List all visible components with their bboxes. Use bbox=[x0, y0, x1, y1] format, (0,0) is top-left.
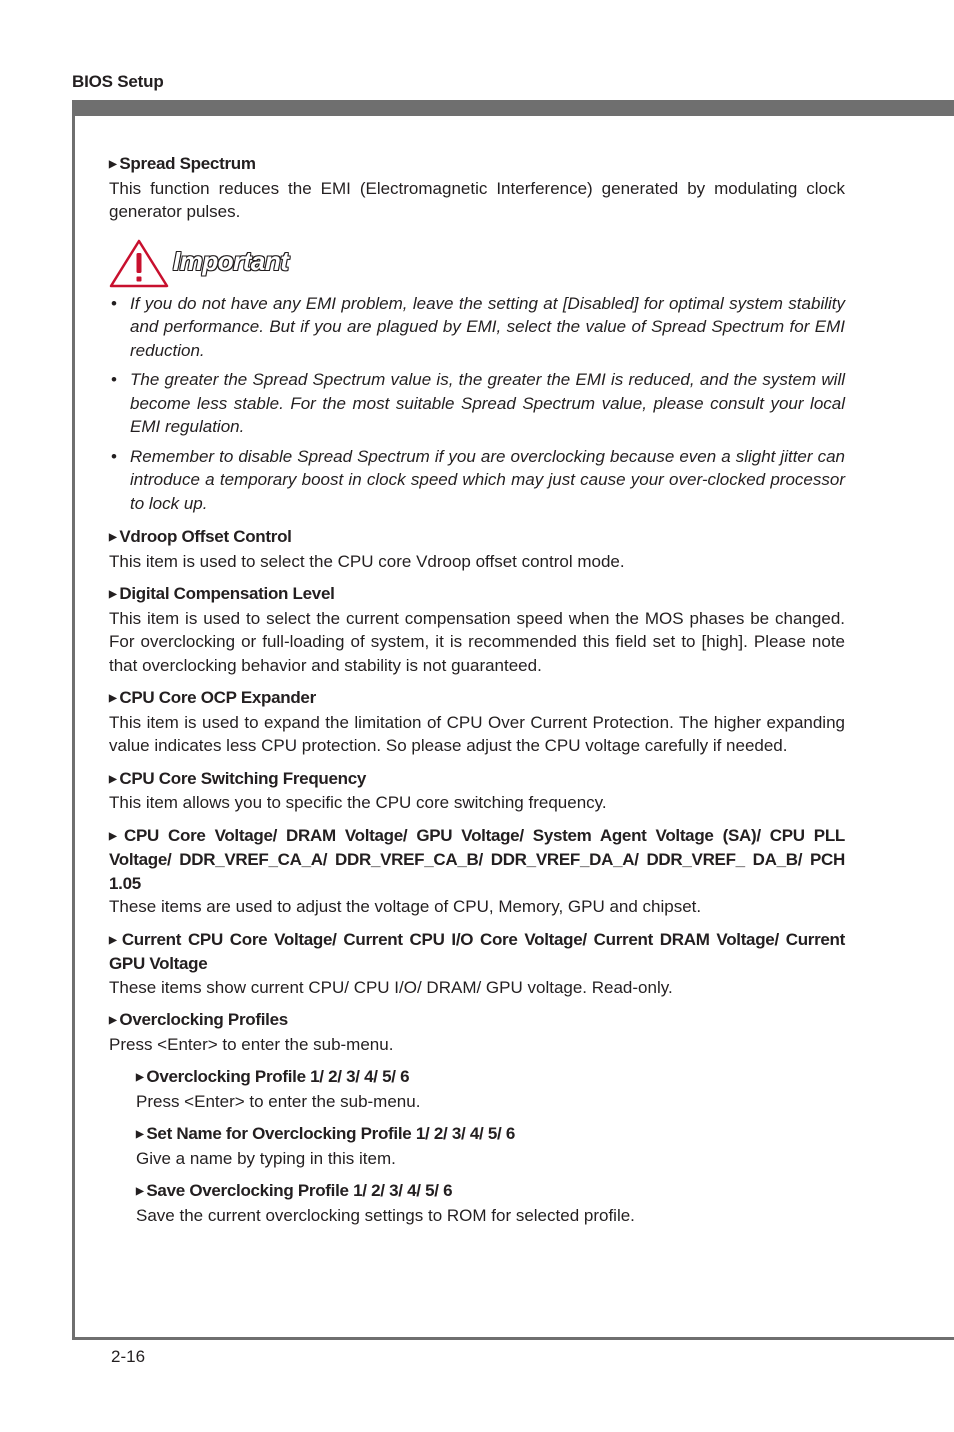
section-heading: Save Overclocking Profile 1/ 2/ 3/ 4/ 5/ 6 bbox=[146, 1181, 453, 1200]
section-body: This item is used to select the current compensation speed when the MOS phases be changed. For overclocking or full-loading of system, it is recommended this field set to [high]. Please note that overclocking behavior and stability is not guaranteed. bbox=[109, 608, 845, 675]
section-heading: CPU Core Switching Frequency bbox=[119, 768, 367, 788]
section-body: Save the current overclocking settings to ROM for selected profile. bbox=[136, 1205, 635, 1225]
section-vdroop-offset-control bbox=[109, 525, 845, 573]
content-area bbox=[109, 152, 845, 1236]
section-heading: Overclocking Profiles bbox=[119, 1010, 288, 1029]
section-heading: Overclocking Profile 1/ 2/ 3/ 4/ 5/ 6 bbox=[146, 1067, 410, 1086]
section-heading: CPU Core Voltage/ DRAM Voltage/ GPU Voltage/ System Agent Voltage (SA)/ CPU PLL Voltage/ DDR_VREF_CA_A/ DDR_VREF_CA_B/ DDR_VREF_DA_A/ DDR_VREF_ DA_B/ PCH 1.05 bbox=[109, 825, 845, 893]
section-heading: Set Name for Overclocking Profile 1/ 2/ 3/ 4/ 5/ 6 bbox=[146, 1124, 515, 1143]
triangle-right-icon: ▶ bbox=[136, 1186, 144, 1197]
section-current-voltages bbox=[109, 928, 845, 1000]
section-heading: Digital Compensation Level bbox=[119, 584, 335, 603]
triangle-right-icon: ▶ bbox=[136, 1072, 144, 1083]
section-heading: Vdroop Offset Control bbox=[119, 527, 292, 546]
triangle-right-icon: ▶ bbox=[109, 532, 117, 543]
section-body: These items are used to adjust the voltage of CPU, Memory, GPU and chipset. bbox=[109, 897, 702, 916]
section-body: This item is used to expand the limitation of CPU Over Current Protection. The higher expanding value indicates less CPU protection. So please adjust the CPU voltage carefully if needed. bbox=[109, 712, 845, 755]
subsection-set-name-profile bbox=[136, 1122, 845, 1170]
section-body: This item allows you to specific the CPU core switching frequency. bbox=[109, 793, 607, 812]
important-notice bbox=[109, 238, 845, 292]
page-header-title: BIOS Setup bbox=[72, 72, 164, 91]
section-heading: CPU Core OCP Expander bbox=[119, 688, 316, 707]
subsection-overclocking-profile bbox=[136, 1065, 845, 1113]
header-bar bbox=[72, 100, 954, 116]
list-item: • Remember to disable Spread Spectrum if you are overclocking because even a slight jitter can introduce a temporary boost in clock speed which may just cause your over-clocked processor to lock up. bbox=[109, 445, 845, 516]
section-heading: Current CPU Core Voltage/ Current CPU I/O Core Voltage/ Current DRAM Voltage/ Current GPU Voltage bbox=[109, 929, 846, 973]
section-body: These items show current CPU/ CPU I/O/ DRAM/ GPU voltage. Read-only. bbox=[109, 977, 673, 997]
left-rule bbox=[72, 100, 75, 1340]
triangle-right-icon: ▶ bbox=[109, 1015, 117, 1026]
section-voltages bbox=[109, 824, 845, 919]
important-notes-list bbox=[109, 292, 845, 516]
subsection-save-profile bbox=[136, 1179, 845, 1227]
important-label: Important bbox=[173, 245, 289, 276]
section-body: Give a name by typing in this item. bbox=[136, 1148, 396, 1168]
section-body: This item is used to select the CPU core Vdroop offset control mode. bbox=[109, 551, 625, 571]
triangle-right-icon: ▶ bbox=[109, 693, 117, 704]
section-body: Press <Enter> to enter the sub-menu. bbox=[109, 1034, 394, 1054]
section-overclocking-profiles bbox=[109, 1008, 845, 1056]
warning-triangle-icon bbox=[109, 238, 169, 288]
section-cpu-core-ocp-expander bbox=[109, 686, 845, 758]
section-spread-spectrum bbox=[109, 152, 845, 224]
page-number: 2-16 bbox=[111, 1347, 146, 1366]
section-digital-compensation-level bbox=[109, 582, 845, 677]
list-item: • If you do not have any EMI problem, leave the setting at [Disabled] for optimal system stability and performance. But if you are plagued by EMI, select the value of Spread Spectrum for EMI reduction. bbox=[109, 292, 845, 363]
triangle-right-icon: ▶ bbox=[109, 830, 121, 842]
section-cpu-core-switching-frequency bbox=[109, 767, 845, 815]
triangle-right-icon: ▶ bbox=[109, 589, 117, 600]
footer-rule bbox=[72, 1337, 954, 1340]
triangle-right-icon: ▶ bbox=[109, 934, 119, 946]
section-heading: Spread Spectrum bbox=[119, 154, 256, 173]
list-item: • The greater the Spread Spectrum value is, the greater the EMI is reduced, and the system will become less stable. For the most suitable Spread Spectrum value, please consult your local EMI regulation. bbox=[109, 368, 845, 439]
triangle-right-icon: ▶ bbox=[136, 1129, 144, 1140]
triangle-right-icon: ▶ bbox=[109, 773, 117, 785]
triangle-right-icon: ▶ bbox=[109, 159, 117, 170]
section-body: Press <Enter> to enter the sub-menu. bbox=[136, 1091, 421, 1111]
section-body: This function reduces the EMI (Electromagnetic Interference) generated by modulating clock generator pulses. bbox=[109, 178, 845, 221]
